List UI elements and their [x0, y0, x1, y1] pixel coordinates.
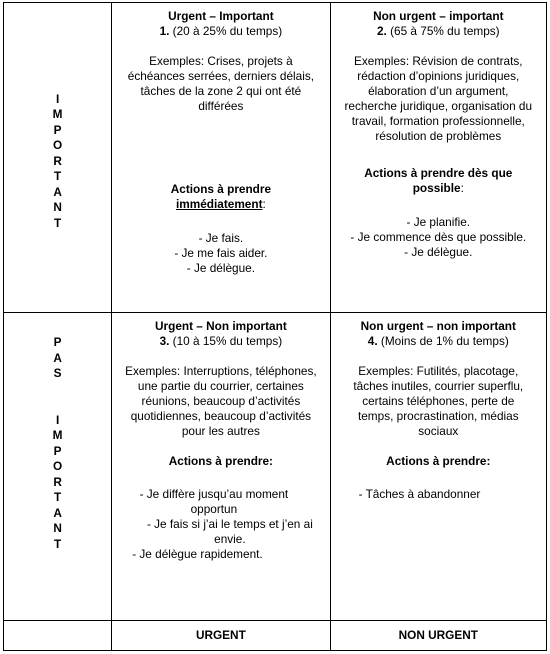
- quadrant-title: Non urgent – non important: [360, 319, 516, 333]
- quadrant-urgent-not-important: [112, 313, 330, 621]
- vertical-letter: A: [53, 184, 62, 199]
- action-item: - Je fais.: [198, 231, 244, 245]
- vertical-letter: P: [53, 335, 62, 349]
- quadrant-actions-heading: Actions à prendre immédiatement:: [170, 182, 272, 211]
- quadrant-actions-list: [337, 215, 540, 260]
- quadrant-time-share: 2. (65 à 75% du temps): [376, 24, 500, 38]
- quadrant-title: Urgent – Important: [168, 9, 274, 23]
- quadrant-examples: Exemples: Interruptions, téléphones, une partie du courrier, certaines réunions, beaucoup d’activités quotidiennes, beaucoup d’activités pour les autres: [125, 364, 317, 438]
- vertical-letter: A: [53, 505, 62, 520]
- action-item: - Je me fais aider.: [174, 246, 268, 260]
- vertical-letter: I: [55, 412, 60, 427]
- vertical-letter: T: [53, 169, 62, 184]
- vertical-letter: P: [53, 122, 62, 137]
- quadrant-title: Non urgent – important: [373, 9, 504, 23]
- action-item: - Je délègue rapidement.: [132, 547, 263, 561]
- quadrant-actions-list: [337, 487, 540, 502]
- vertical-letter: I: [55, 91, 60, 106]
- vertical-letter: O: [53, 459, 63, 473]
- footer-empty-cell: [4, 621, 112, 651]
- footer-urgent: URGENT: [112, 621, 330, 651]
- quadrant-actions-heading: Actions à prendre:: [386, 454, 491, 468]
- footer-non-urgent: NON URGENT: [330, 621, 546, 651]
- vertical-letter: R: [53, 474, 62, 489]
- vertical-letter: N: [53, 200, 62, 215]
- row-label-important: [4, 3, 112, 313]
- quadrant-time-share: 1. (20 à 25% du temps): [159, 24, 283, 38]
- vertical-letter: A: [53, 350, 62, 365]
- quadrant-actions-heading: Actions à prendre:: [168, 454, 273, 468]
- vertical-letter: T: [53, 536, 62, 551]
- vertical-letter: T: [53, 215, 62, 230]
- vertical-letter: M: [52, 428, 63, 442]
- action-item: - Je fais si j’ai le temps et j’en ai envie.: [146, 517, 313, 546]
- quadrant-actions-list: [118, 231, 323, 276]
- quadrant-actions-list: [118, 487, 323, 562]
- row-label-not-important: [4, 313, 112, 621]
- priority-matrix: [3, 2, 547, 651]
- action-item: - Je délègue.: [186, 261, 255, 275]
- quadrant-not-urgent-important: [330, 3, 546, 313]
- action-item: - Je délègue.: [404, 245, 473, 259]
- vertical-letter: O: [53, 138, 63, 153]
- vertical-letter: R: [53, 153, 62, 168]
- quadrant-examples: Exemples: Révision de contrats, rédaction d’opinions juridiques, élaboration d’un argument, recherche juridique, organisation du travail, formation professionnelle, résolution de problèmes: [344, 54, 533, 143]
- action-item: - Je commence dès que possible.: [350, 230, 527, 244]
- quadrant-time-share: 3. (10 à 15% du temps): [159, 334, 283, 348]
- quadrant-urgent-important: [112, 3, 330, 313]
- vertical-letter: M: [52, 107, 63, 122]
- quadrant-title: Urgent – Non important: [155, 319, 287, 333]
- action-item: - Je planifie.: [406, 215, 471, 229]
- quadrant-actions-heading: Actions à prendre dès que possible:: [364, 166, 513, 195]
- quadrant-not-urgent-not-important: [330, 313, 546, 621]
- vertical-letter: S: [53, 366, 62, 380]
- vertical-letter: T: [53, 490, 62, 504]
- vertical-letter: P: [53, 443, 62, 458]
- action-item: - Tâches à abandonner: [358, 487, 481, 501]
- vertical-letter: N: [53, 521, 62, 535]
- quadrant-examples: Exemples: Crises, projets à échéances serrées, derniers délais, tâches de la zone 2 qui ont été différées: [127, 54, 314, 113]
- quadrant-time-share: 4. (Moins de 1% du temps): [367, 334, 509, 348]
- action-item: - Je diffère jusqu’au moment opportun: [139, 487, 289, 516]
- quadrant-examples: Exemples: Futilités, placotage, tâches inutiles, courrier superflu, certains téléphones, perte de temps, procrastination, médias sociaux: [353, 364, 524, 438]
